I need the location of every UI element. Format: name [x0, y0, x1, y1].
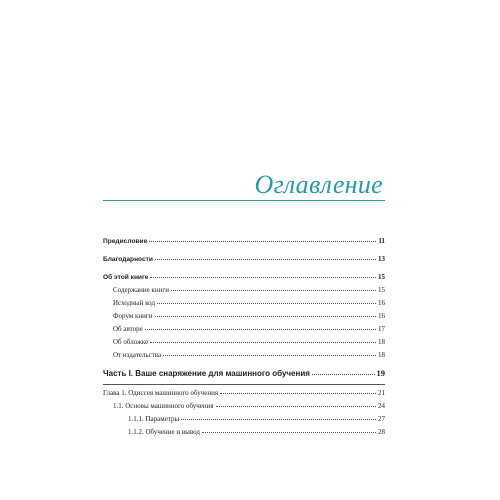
- toc-entry-page: 28: [378, 428, 385, 436]
- toc-entry-page: 19: [376, 368, 385, 378]
- toc-entry-label: Часть I. Ваше снаряжение для машинного обучения: [103, 369, 310, 378]
- toc-entry-contents[interactable]: [103, 285, 385, 298]
- dot-leader: [202, 432, 376, 433]
- toc-entry-page: 17: [378, 325, 385, 333]
- toc-entry-label: Об этой книге: [103, 274, 149, 281]
- toc-entry-label: Предисловие: [103, 238, 148, 245]
- dot-leader: [216, 406, 376, 407]
- toc-entry-about-author[interactable]: [103, 324, 385, 337]
- toc-entry-page: 27: [378, 415, 385, 423]
- dot-leader: [149, 241, 376, 242]
- toc-entry-label: Содержание книги: [113, 286, 169, 294]
- toc-entry-page: 13: [378, 255, 385, 263]
- dot-leader: [155, 316, 376, 317]
- page-title: Оглавление: [254, 170, 383, 199]
- toc-entry-page: 18: [378, 351, 385, 359]
- dot-leader: [312, 374, 375, 375]
- toc-entry-section-1-1-1[interactable]: [103, 414, 385, 427]
- toc-entry-chapter-1[interactable]: [103, 388, 385, 401]
- toc-entry-about-cover[interactable]: [103, 337, 385, 350]
- dot-leader: [150, 277, 376, 278]
- toc-entry-preface[interactable]: [103, 236, 385, 249]
- toc-entry-page: 15: [378, 286, 385, 294]
- toc-entry-label: Форум книги: [113, 312, 153, 320]
- dot-leader: [157, 303, 376, 304]
- toc-entry-page: 15: [378, 273, 385, 281]
- dot-leader: [171, 290, 376, 291]
- toc-entry-part-1[interactable]: [103, 368, 385, 381]
- toc-entry-page: 11: [378, 237, 385, 245]
- toc-entry-forum[interactable]: [103, 311, 385, 324]
- title-divider: [103, 200, 385, 201]
- dot-leader: [181, 419, 376, 420]
- toc-entry-from-publisher[interactable]: [103, 350, 385, 363]
- toc-entry-label: Об обложке: [113, 338, 149, 346]
- toc-entry-label: Благодарности: [103, 256, 153, 263]
- toc-entry-page: 16: [378, 312, 385, 320]
- toc-entry-label: 1.1. Основы машинного обучения: [113, 402, 214, 410]
- toc-entry-page: 18: [378, 338, 385, 346]
- part-divider: [103, 384, 385, 385]
- dot-leader: [150, 342, 376, 343]
- toc-entry-page: 24: [378, 402, 385, 410]
- toc-entry-label: Об авторе: [113, 325, 143, 333]
- toc-entry-label: Глава 1. Одиссея машинного обучения: [103, 389, 219, 397]
- toc-entry-label: 1.1.2. Обучение и вывод: [128, 428, 200, 436]
- toc-entry-source-code[interactable]: [103, 298, 385, 311]
- dot-leader: [145, 329, 376, 330]
- dot-leader: [155, 259, 376, 260]
- toc-entry-about-book[interactable]: [103, 272, 385, 285]
- toc-entry-acknowledgements[interactable]: [103, 254, 385, 267]
- toc-entry-label: 1.1.1. Параметры: [128, 415, 180, 423]
- dot-leader: [163, 355, 376, 356]
- dot-leader: [220, 393, 376, 394]
- toc-entry-page: 16: [378, 299, 385, 307]
- toc-entry-page: 21: [378, 389, 385, 397]
- table-of-contents: [103, 236, 385, 440]
- toc-entry-section-1-1-2[interactable]: [103, 427, 385, 440]
- toc-entry-label: От издательства: [113, 351, 162, 359]
- toc-entry-label: Исходный код: [113, 299, 156, 307]
- toc-entry-section-1-1[interactable]: [103, 401, 385, 414]
